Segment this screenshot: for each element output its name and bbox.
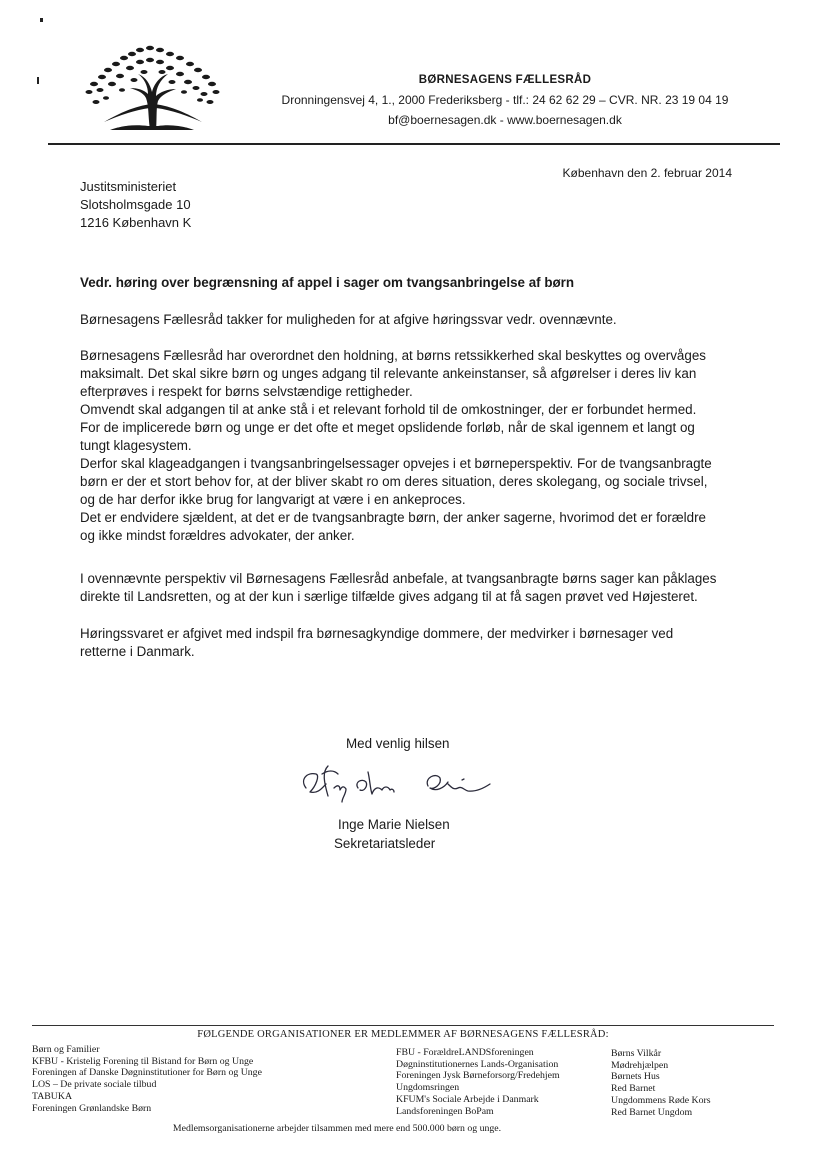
body-paragraph (80, 311, 740, 329)
letter-subject: Vedr. høring over begrænsning af appel i sager om tvangsanbringelse af børn (80, 275, 575, 290)
body-line: Børnesagens Fællesråd har overordnet den holdning, at børns retssikkerhed skal beskyttes og overvåges (80, 348, 706, 363)
member-organization: Foreningen Jysk Børneforsorg/Fredehjem (396, 1070, 560, 1082)
body-line: efterprøves i respekt for børns selvstændige rettigheder. (80, 384, 413, 399)
body-line: tungt klagesystem. (80, 438, 192, 453)
member-list-column (396, 1047, 560, 1117)
footer-heading: FØLGENDE ORGANISATIONER ER MEDLEMMER AF BØRNESAGENS FÆLLESRÅD: (197, 1029, 609, 1040)
body-paragraph (80, 625, 740, 661)
scan-speck (37, 77, 39, 84)
organization-contact: bf@boernesagen.dk - www.boernesagen.dk (388, 113, 622, 127)
body-line: og ikke mindst forældres advokater, der anker. (80, 528, 355, 543)
closing-salutation: Med venlig hilsen (346, 736, 450, 751)
member-organization: Ungdommens Røde Kors (611, 1094, 711, 1106)
member-list-column (611, 1048, 711, 1118)
member-list-column (32, 1044, 262, 1114)
member-organization: KFUM's Sociale Arbejde i Danmark (396, 1093, 539, 1105)
member-organization: Foreningen Grønlandske Børn (32, 1102, 152, 1114)
recipient-line: Slotsholmsgade 10 (80, 197, 191, 212)
body-line: Omvendt skal adgangen til at anke stå i et relevant forhold til de omkostninger, der er forbundet hermed. (80, 402, 697, 417)
body-line: retterne i Danmark. (80, 644, 195, 659)
scan-speck (40, 18, 43, 22)
member-organization: LOS – De private sociale tilbud (32, 1079, 157, 1091)
body-line: og de har derfor ikke brug for langvarigt at være i en ankeproces. (80, 492, 466, 507)
organization-name: BØRNESAGENS FÆLLESRÅD (418, 74, 592, 86)
handwritten-signature (298, 758, 498, 808)
signer-name: Inge Marie Nielsen (338, 817, 450, 832)
member-organization: Mødrehjælpen (611, 1059, 669, 1071)
body-line: direkte til Landsretten, og at der kun i særlige tilfælde gives adgang til at få sagen prøvet ved Højesteret. (80, 589, 698, 604)
member-organization: Red Barnet (611, 1083, 656, 1095)
body-line: Derfor skal klageadgangen i tvangsanbringelsessager opvejes i et børneperspektiv. For de tvangsanbragte (80, 456, 712, 471)
member-organization: Ungdomsringen (396, 1082, 460, 1094)
member-organization: Landsforeningen BoPam (396, 1105, 494, 1117)
body-line: maksimalt. Det skal sikre børn og unges adgang til relevante ankeinstanser, så afgørelser i deres liv kan (80, 366, 697, 381)
member-organization: Børns Vilkår (611, 1048, 662, 1059)
letterhead-divider (48, 143, 780, 145)
recipient-line: Justitsministeriet (80, 179, 177, 194)
tree-icon (74, 44, 232, 132)
body-paragraph (80, 570, 740, 606)
footer-note: Medlemsorganisationerne arbejder tilsammen med mere end 500.000 børn og unge. (172, 1123, 502, 1134)
body-line: Det er endvidere sjældent, at det er de tvangsanbragte børn, der anker sagerne, hvorimod det er forældre (80, 510, 706, 525)
member-organization: Døgninstitutionernes Lands-Organisation (396, 1058, 559, 1070)
footer-divider (32, 1025, 774, 1026)
member-organization: Børn og Familier (32, 1044, 100, 1055)
body-line: Børnesagens Fællesråd takker for muligheden for at afgive høringssvar vedr. ovennævnte. (80, 312, 617, 327)
signer-title: Sekretariatsleder (334, 836, 436, 851)
organization-address: Dronningensvej 4, 1., 2000 Frederiksberg - tlf.: 24 62 62 29 – CVR. NR. 23 19 04 19 (281, 93, 729, 107)
body-paragraph (80, 347, 740, 545)
body-line: For de implicerede børn og unge er det ofte et meget opslidende forløb, når de skal igennem et langt og (80, 420, 695, 435)
member-organization: Foreningen af Danske Døgninstitutioner for Børn og Unge (32, 1067, 262, 1079)
member-organization: Børnets Hus (611, 1071, 660, 1083)
recipient-address (80, 178, 191, 232)
member-organization: FBU - ForældreLANDSforeningen (396, 1047, 534, 1058)
letter-date: København den 2. februar 2014 (562, 166, 732, 180)
body-line: Høringssvaret er afgivet med indspil fra børnesagkyndige dommere, der medvirker i børnesager ved (80, 626, 674, 641)
body-line: I ovennævnte perspektiv vil Børnesagens Fællesråd anbefale, at tvangsanbragte børns sager kan påklages (80, 571, 717, 586)
body-line: børn er der et stort behov for, at der bliver skabt ro om deres situation, deres skolegang, og sociale trivsel, (80, 474, 708, 489)
member-organization: Red Barnet Ungdom (611, 1106, 693, 1118)
recipient-line: 1216 København K (80, 215, 192, 230)
member-organization: KFBU - Kristelig Forening til Bistand for Børn og Unge (32, 1055, 254, 1067)
member-organization: TABUKA (32, 1090, 73, 1102)
